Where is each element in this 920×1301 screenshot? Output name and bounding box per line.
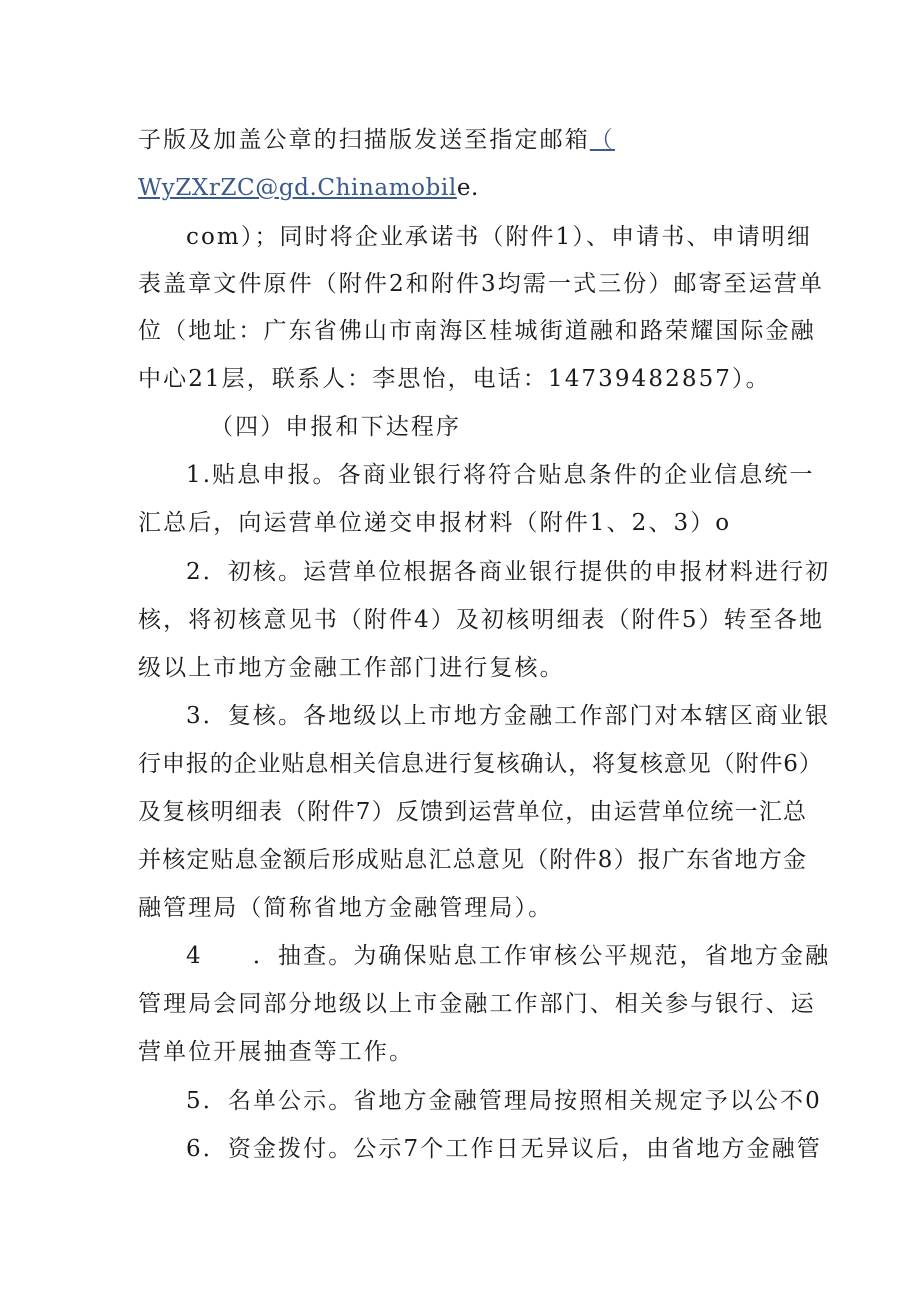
paragraph-line-18: 4 ．抽查。为确保贴息工作审核公平规范，省地方金融 bbox=[186, 943, 831, 969]
paragraph-line-13: 3．复核。各地级以上市地方金融工作部门对本辖区商业银 bbox=[186, 703, 831, 729]
paragraph-line-14: 行申报的企业贴息相关信息进行复核确认，将复核意见（附件6） bbox=[138, 751, 823, 777]
paragraph-line-3: com）；同时将企业承诺书（附件1）、申请书、申请明细 bbox=[186, 224, 812, 250]
paragraph-line-22: 6．资金拨付。公示7个工作日无异议后，由省地方金融管 bbox=[186, 1136, 822, 1162]
paragraph-line-1 bbox=[138, 125, 778, 155]
paragraph-line-12: 级以上市地方金融工作部门进行复核。 bbox=[138, 655, 565, 681]
paragraph-line-4: 表盖章文件原件（附件2和附件3均需一式三份）邮寄至运营单 bbox=[138, 271, 825, 297]
paragraph-line-21: 5．名单公示。省地方金融管理局按照相关规定予以公不0 bbox=[186, 1088, 822, 1114]
paragraph-line-15: 及复核明细表（附件7）反馈到运营单位，由运营单位统一汇总 bbox=[138, 799, 808, 825]
paragraph-line-8: 1.贴息申报。各商业银行将符合贴息条件的企业信息统一 bbox=[186, 462, 815, 488]
email-link-open-paren[interactable]: （ bbox=[589, 127, 615, 153]
paragraph-line-6: 中心21层，联系人：李思怡，电话：14739482857）。 bbox=[138, 366, 771, 392]
paragraph-line-20: 营单位开展抽查等工作。 bbox=[138, 1039, 415, 1065]
section-heading: （四）申报和下达程序 bbox=[210, 414, 461, 440]
paragraph-line-19: 管理局会同部分地级以上市金融工作部门、相关参与银行、运 bbox=[138, 991, 816, 1017]
paragraph-line-11: 核，将初核意见书（附件4）及初核明细表（附件5）转至各地 bbox=[138, 607, 825, 633]
paragraph-line-2 bbox=[138, 173, 778, 203]
paragraph-line-5: 位（地址：广东省佛山市南海区桂城街道融和路荣耀国际金融 bbox=[138, 318, 816, 344]
line-text: 子版及加盖公章的扫描版发送至指定邮箱 bbox=[138, 127, 590, 153]
paragraph-line-9: 汇总后，向运营单位递交申报材料（附件1、2、3）o bbox=[138, 510, 732, 536]
paragraph-line-10: 2．初核。运营单位根据各商业银行提供的申报材料进行初 bbox=[186, 559, 831, 585]
paragraph-line-16: 并核定贴息金额后形成贴息汇总意见（附件8）报广东省地方金 bbox=[138, 847, 808, 873]
paragraph-line-17: 融管理局（简称省地方金融管理局）。 bbox=[138, 895, 554, 921]
email-link[interactable]: WyZXrZC@gd.Chinamobil bbox=[138, 175, 457, 201]
line-text: e. bbox=[456, 175, 479, 201]
